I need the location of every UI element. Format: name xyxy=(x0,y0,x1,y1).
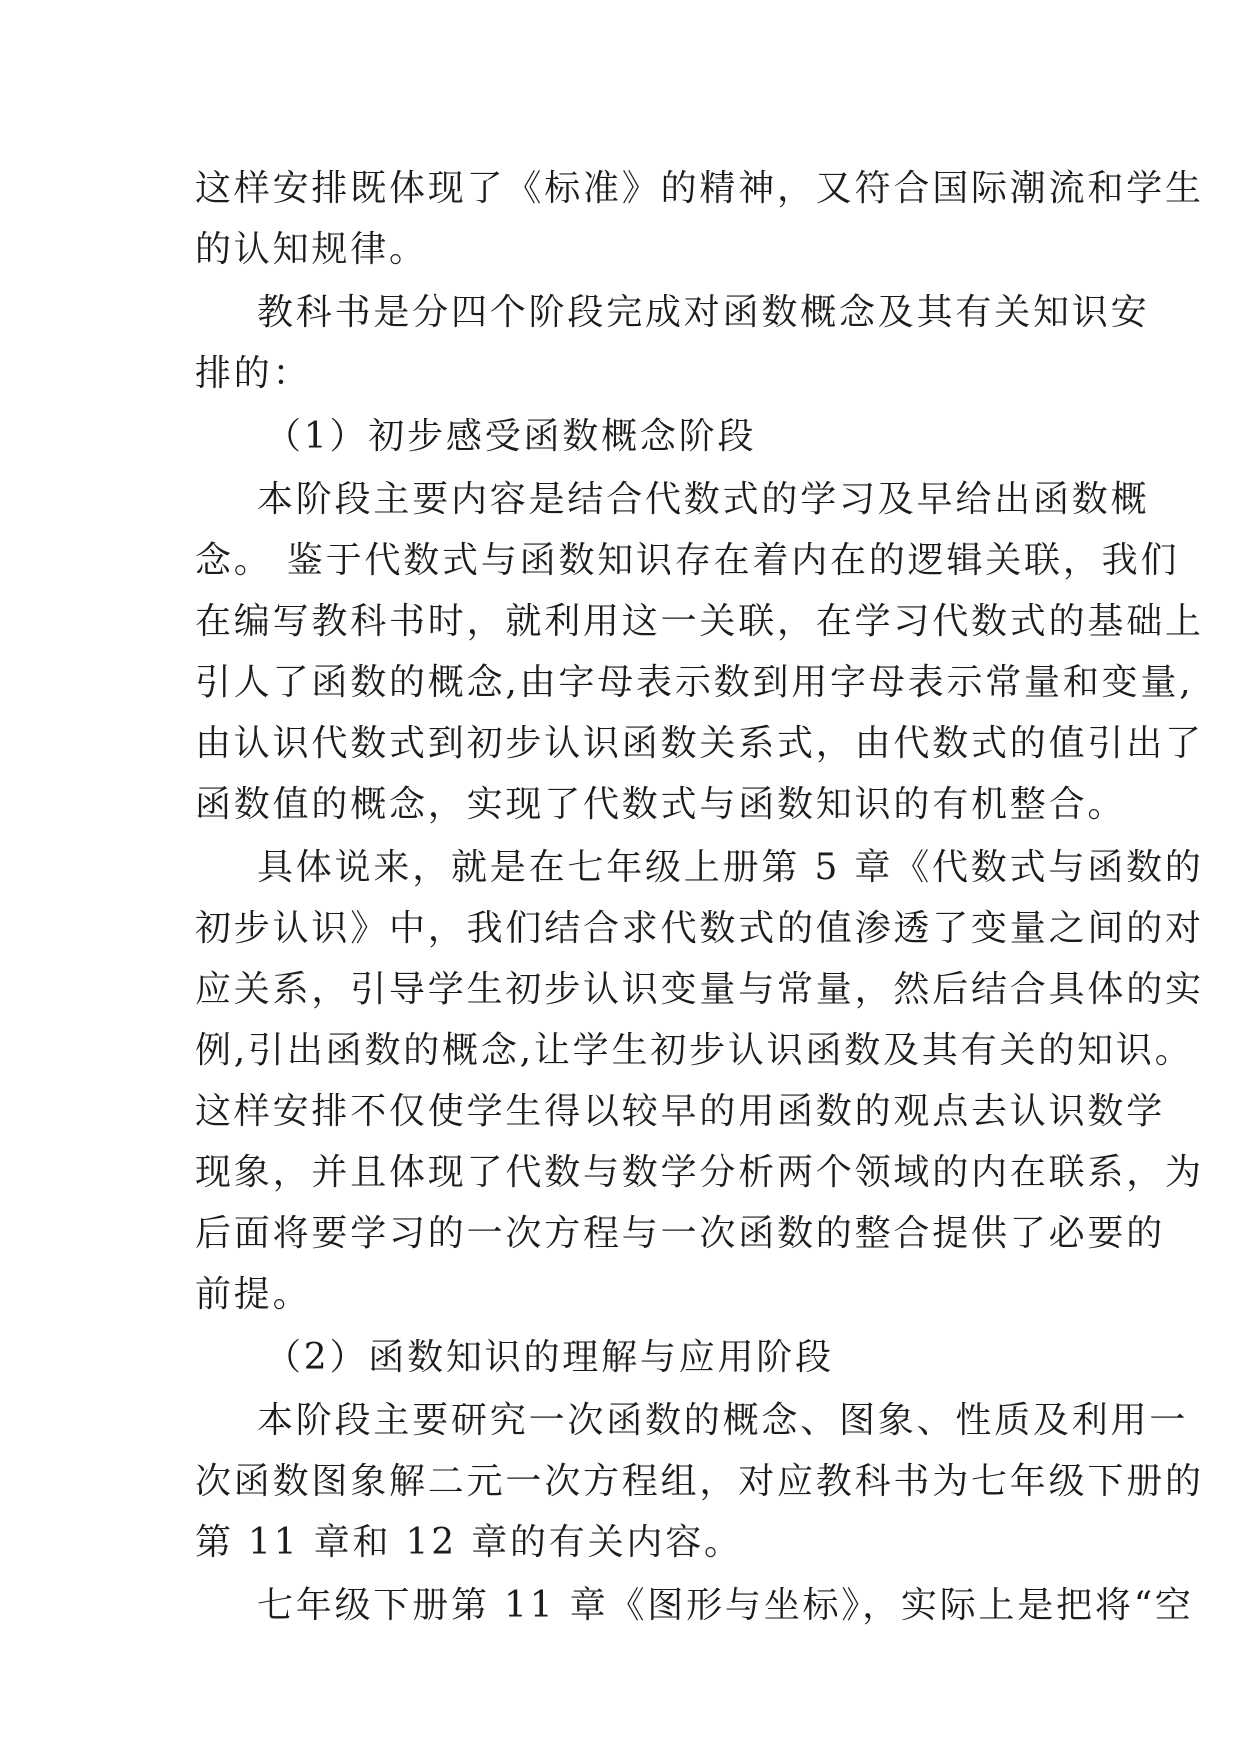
text-line: 第 11 章和 12 章的有关内容。 xyxy=(195,1522,743,1563)
text-line: 这样安排不仅使学生得以较早的用函数的观点去认识数学 xyxy=(195,1091,1166,1132)
section-heading: （2）函数知识的理解与应用阶段 xyxy=(265,1337,834,1378)
text-line: 现象，并且体现了代数与数学分析两个领域的内在联系，为 xyxy=(195,1152,1204,1193)
section-heading: （1）初步感受函数概念阶段 xyxy=(265,416,757,457)
text-line: 次函数图象解二元一次方程组，对应教科书为七年级下册的 xyxy=(195,1461,1204,1502)
text-line: 本阶段主要研究一次函数的概念、图象、性质及利用一 xyxy=(257,1400,1189,1441)
text-line: 七年级下册第 11 章《图形与坐标》，实际上是把将“空 xyxy=(257,1585,1194,1626)
text-line: 教科书是分四个阶段完成对函数概念及其有关知识安 xyxy=(257,292,1150,333)
text-line: 在编写教科书时，就利用这一关联，在学习代数式的基础上 xyxy=(195,601,1204,642)
text-line: 由认识代数式到初步认识函数关系式，由代数式的值引出了 xyxy=(195,723,1204,764)
text-line: 应关系，引导学生初步认识变量与常量，然后结合具体的实 xyxy=(195,969,1204,1010)
text-line: 的认知规律。 xyxy=(195,229,428,270)
text-line: 初步认识》中，我们结合求代数式的值渗透了变量之间的对 xyxy=(195,908,1204,949)
text-line: 这样安排既体现了《标准》的精神，又符合国际潮流和学生 xyxy=(195,168,1204,209)
text-line: 排的： xyxy=(195,353,312,394)
text-line: 前提。 xyxy=(195,1274,312,1315)
text-line: 后面将要学习的一次方程与一次函数的整合提供了必要的 xyxy=(195,1213,1166,1254)
text-line: 例,引出函数的概念,让学生初步认识函数及其有关的知识。 xyxy=(195,1030,1194,1071)
text-line: 念。 鉴于代数式与函数知识存在着内在的逻辑关联，我们 xyxy=(195,540,1180,581)
body-text xyxy=(195,158,1204,1636)
text-line: 引人了函数的概念,由字母表示数到用字母表示常量和变量, xyxy=(195,662,1194,703)
text-line: 函数值的概念，实现了代数式与函数知识的有机整合。 xyxy=(195,784,1127,825)
text-line: 具体说来，就是在七年级上册第 5 章《代数式与函数的 xyxy=(257,847,1204,888)
text-line: 本阶段主要内容是结合代数式的学习及早给出函数概 xyxy=(257,479,1150,520)
